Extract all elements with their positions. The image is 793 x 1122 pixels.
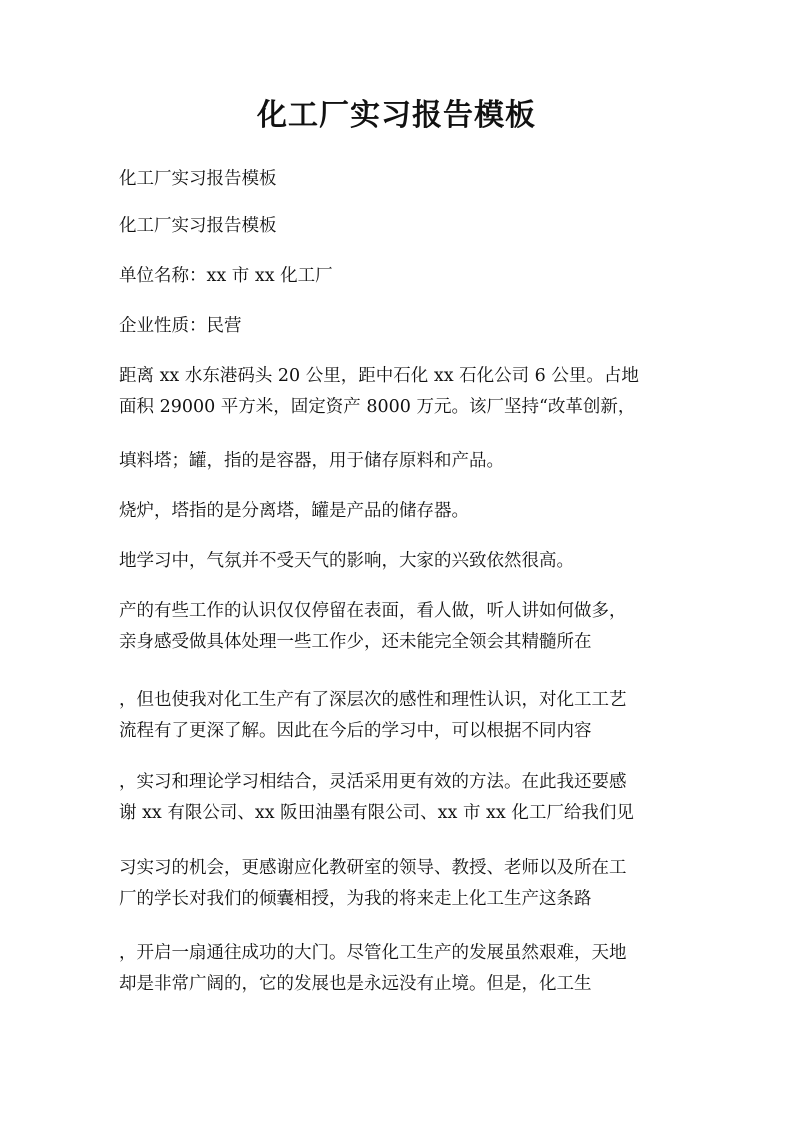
paragraph-line: 产的有些工作的认识仅仅停留在表面，看人做，听人讲如何做多， [119, 601, 627, 621]
paragraph-line: 厂的学长对我们的倾囊相授，为我的将来走上化工生产这条路 [119, 889, 592, 909]
paragraph [119, 767, 679, 829]
paragraph-line: 流程有了更深了解。因此在今后的学习中，可以根据不同内容 [119, 721, 592, 741]
paragraph-line: ，实习和理论学习相结合，灵活采用更有效的方法。在此我还要感 [119, 772, 627, 792]
paragraph [119, 596, 679, 658]
paragraph-line: 企业性质：民营 [119, 316, 242, 336]
paragraph-line: 单位名称：xx 市 xx 化工厂 [119, 266, 333, 286]
paragraph-line: 习实习的机会，更感谢应化教研室的领导、教授、老师以及所在工 [119, 858, 627, 878]
paragraph [119, 361, 679, 423]
paragraph [119, 164, 679, 195]
paragraph [119, 446, 679, 477]
paragraph-line: 面积 29000 平方米，固定资产 8000 万元。该厂坚持“改革创新， [119, 397, 636, 417]
paragraph [119, 938, 679, 1000]
paragraph [119, 496, 679, 527]
paragraph-line: 化工厂实习报告模板 [119, 216, 277, 236]
paragraph-line: 地学习中，气氛并不受天气的影响，大家的兴致依然很高。 [119, 551, 574, 571]
document-title: 化工厂实习报告模板 [257, 98, 536, 133]
paragraph-line: ，但也使我对化工生产有了深层次的感性和理性认识，对化工工艺 [119, 690, 627, 710]
paragraph-line: 化工厂实习报告模板 [119, 169, 277, 189]
paragraph-line: 填料塔；罐，指的是容器，用于储存原料和产品。 [119, 451, 504, 471]
paragraph-line: 谢 xx 有限公司、xx 阪田油墨有限公司、xx 市 xx 化工厂给我们见 [119, 803, 634, 823]
paragraph-line: 亲身感受做具体处理一些工作少，还未能完全领会其精髓所在 [119, 632, 592, 652]
paragraph-line: 却是非常广阔的，它的发展也是永远没有止境。但是，化工生 [119, 974, 592, 994]
paragraph [119, 261, 679, 292]
paragraph-line: 烧炉，塔指的是分离塔，罐是产品的储存器。 [119, 501, 469, 521]
paragraph [119, 546, 679, 577]
paragraph [119, 685, 679, 747]
paragraph-line: ，开启一扇通往成功的大门。尽管化工生产的发展虽然艰难，天地 [119, 943, 627, 963]
paragraph-line: 距离 xx 水东港码头 20 公里，距中石化 xx 石化公司 6 公里。占地 [119, 366, 639, 386]
paragraph [119, 311, 679, 342]
paragraph [119, 211, 679, 242]
paragraph [119, 853, 679, 915]
